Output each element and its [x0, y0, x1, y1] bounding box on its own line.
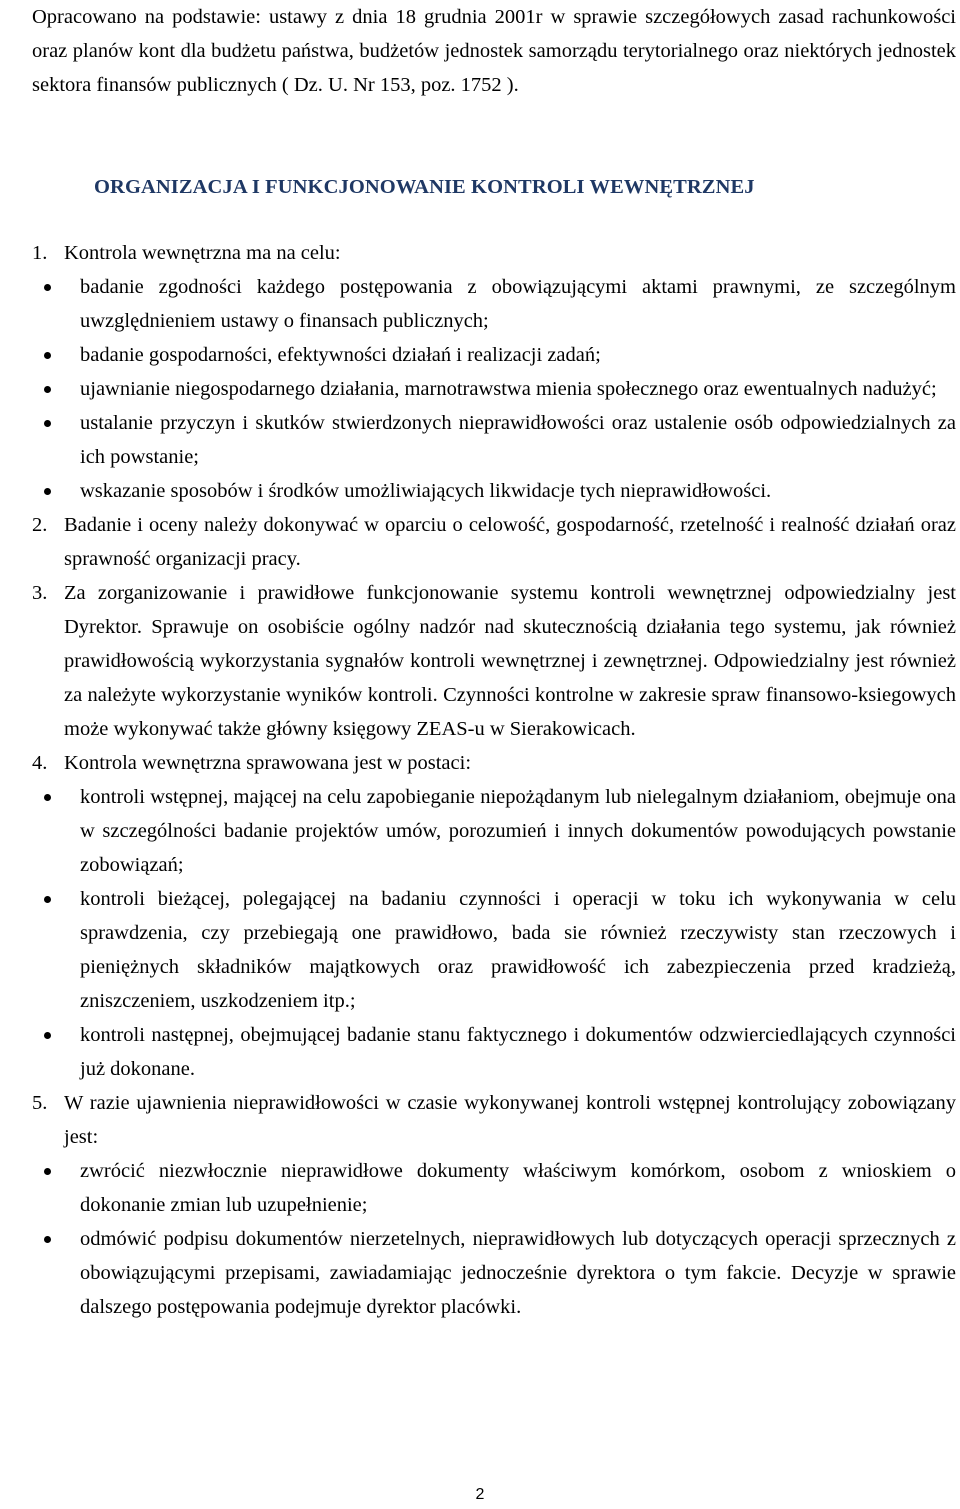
bullet-icon: [44, 1236, 51, 1243]
list-item-text: ustalanie przyczyn i skutków stwierdzonych nieprawidłowości oraz ustalenie osób odpowiedzialnych za ich powstanie;: [80, 412, 956, 468]
bullet-icon: [44, 284, 51, 291]
section-text: Za zorganizowanie i prawidłowe funkcjonowanie systemu kontroli wewnętrznej odpowiedzialny jest Dyrektor. Sprawuje on osobiście ogólny nadzór nad skutecznością działania tego systemu, jak również prawidłowością wykorzystania sygnałów kontroli wewnętrznej i zewnętrznej. Odpowiedzialny jest również za należyte wykorzystanie wyników kontroli. Czynności kontrolne w zakresie spraw finansowo-ksiegowych może wykonywać także główny księgowy ZEAS-u w Sierakowicach.: [64, 582, 956, 740]
list-item-text: wskazanie sposobów i środków umożliwiających likwidacje tych nieprawidłowości.: [80, 480, 772, 502]
document-heading: ORGANIZACJA I FUNKCJONOWANIE KONTROLI WEWNĘTRZNEJ: [94, 176, 755, 198]
section-2: [32, 508, 956, 576]
list-item-text: kontroli bieżącej, polegającej na badaniu czynności i operacji w toku ich wykonywania w celu sprawdzenia, czy przebiegają one prawidłowo, bada sie również rzeczywisty stan rzeczowych i pieniężnych składników majątkowych oraz prawidłowość ich zabezpieczenia przed kradzieżą, zniszczeniem, uszkodzeniem itp.;: [80, 888, 956, 1012]
list-item: [32, 372, 956, 406]
section-4-bullets: [32, 780, 956, 1086]
list-item-text: kontroli wstępnej, mającej na celu zapobieganie niepożądanym lub nielegalnym działaniom, obejmuje ona w szczególności badanie projektów umów, porozumień i innych dokumentów powodujących powstanie zobowiązań;: [80, 786, 956, 876]
list-item: [32, 1154, 956, 1222]
section-1-bullets: [32, 270, 956, 508]
list-item: [32, 474, 956, 508]
list-item-text: kontroli następnej, obejmującej badanie stanu faktycznego i dokumentów odzwierciedlających czynności już dokonane.: [80, 1024, 956, 1080]
bullet-icon: [44, 794, 51, 801]
section-number: 5.: [32, 1092, 48, 1114]
section-5-bullets: [32, 1154, 956, 1324]
intro-paragraph: Opracowano na podstawie: ustawy z dnia 18 grudnia 2001r w sprawie szczegółowych zasad rachunkowości oraz planów kont dla budżetu państwa, budżetów jednostek samorządu terytorialnego oraz niektórych jednostek sektora finansów publicznych ( Dz. U. Nr 153, poz. 1752 ).: [32, 6, 956, 96]
list-item-text: ujawnianie niegospodarnego działania, marnotrawstwa mienia społecznego oraz ewentualnych nadużyć;: [80, 378, 937, 400]
bullet-icon: [44, 420, 51, 427]
list-item: [32, 882, 956, 1018]
section-number: 4.: [32, 752, 48, 774]
section-text: W razie ujawnienia nieprawidłowości w czasie wykonywanej kontroli wstępnej kontrolujący zobowiązany jest:: [64, 1092, 956, 1148]
list-item-text: odmówić podpisu dokumentów nierzetelnych, nieprawidłowych lub dotyczących operacji sprzecznych z obowiązującymi przepisami, zawiadamiając jednocześnie dyrektora o tym fakcie. Decyzje w sprawie dalszego postępowania podejmuje dyrektor placówki.: [80, 1228, 956, 1318]
section-number: 1.: [32, 242, 48, 264]
bullet-icon: [44, 488, 51, 495]
bullet-icon: [44, 1168, 51, 1175]
section-4: [32, 746, 956, 780]
list-item: [32, 780, 956, 882]
section-number: 2.: [32, 514, 48, 536]
section-text: Kontrola wewnętrzna sprawowana jest w postaci:: [64, 752, 472, 774]
section-1: [32, 236, 956, 270]
section-text: Badanie i oceny należy dokonywać w oparciu o celowość, gospodarność, rzetelność i realność działań oraz sprawność organizacji pracy.: [64, 514, 956, 570]
section-5: [32, 1086, 956, 1154]
page-number: 2: [475, 1486, 485, 1503]
section-3: [32, 576, 956, 746]
bullet-icon: [44, 1032, 51, 1039]
list-item: [32, 1018, 956, 1086]
bullet-icon: [44, 386, 51, 393]
list-item-text: badanie zgodności każdego postępowania z obowiązującymi aktami prawnymi, ze szczególnym uwzględnieniem ustawy o finansach publicznych;: [80, 276, 956, 332]
list-item-text: badanie gospodarności, efektywności działań i realizacji zadań;: [80, 344, 601, 366]
list-item-text: zwrócić niezwłocznie nieprawidłowe dokumenty właściwym komórkom, osobom z wnioskiem o dokonanie zmian lub uzupełnienie;: [80, 1160, 956, 1216]
list-item: [32, 338, 956, 372]
document-page: [32, 0, 956, 1324]
bullet-icon: [44, 896, 51, 903]
list-item: [32, 406, 956, 474]
list-item: [32, 270, 956, 338]
list-item: [32, 1222, 956, 1324]
bullet-icon: [44, 352, 51, 359]
section-text: Kontrola wewnętrzna ma na celu:: [64, 242, 341, 264]
section-number: 3.: [32, 582, 48, 604]
